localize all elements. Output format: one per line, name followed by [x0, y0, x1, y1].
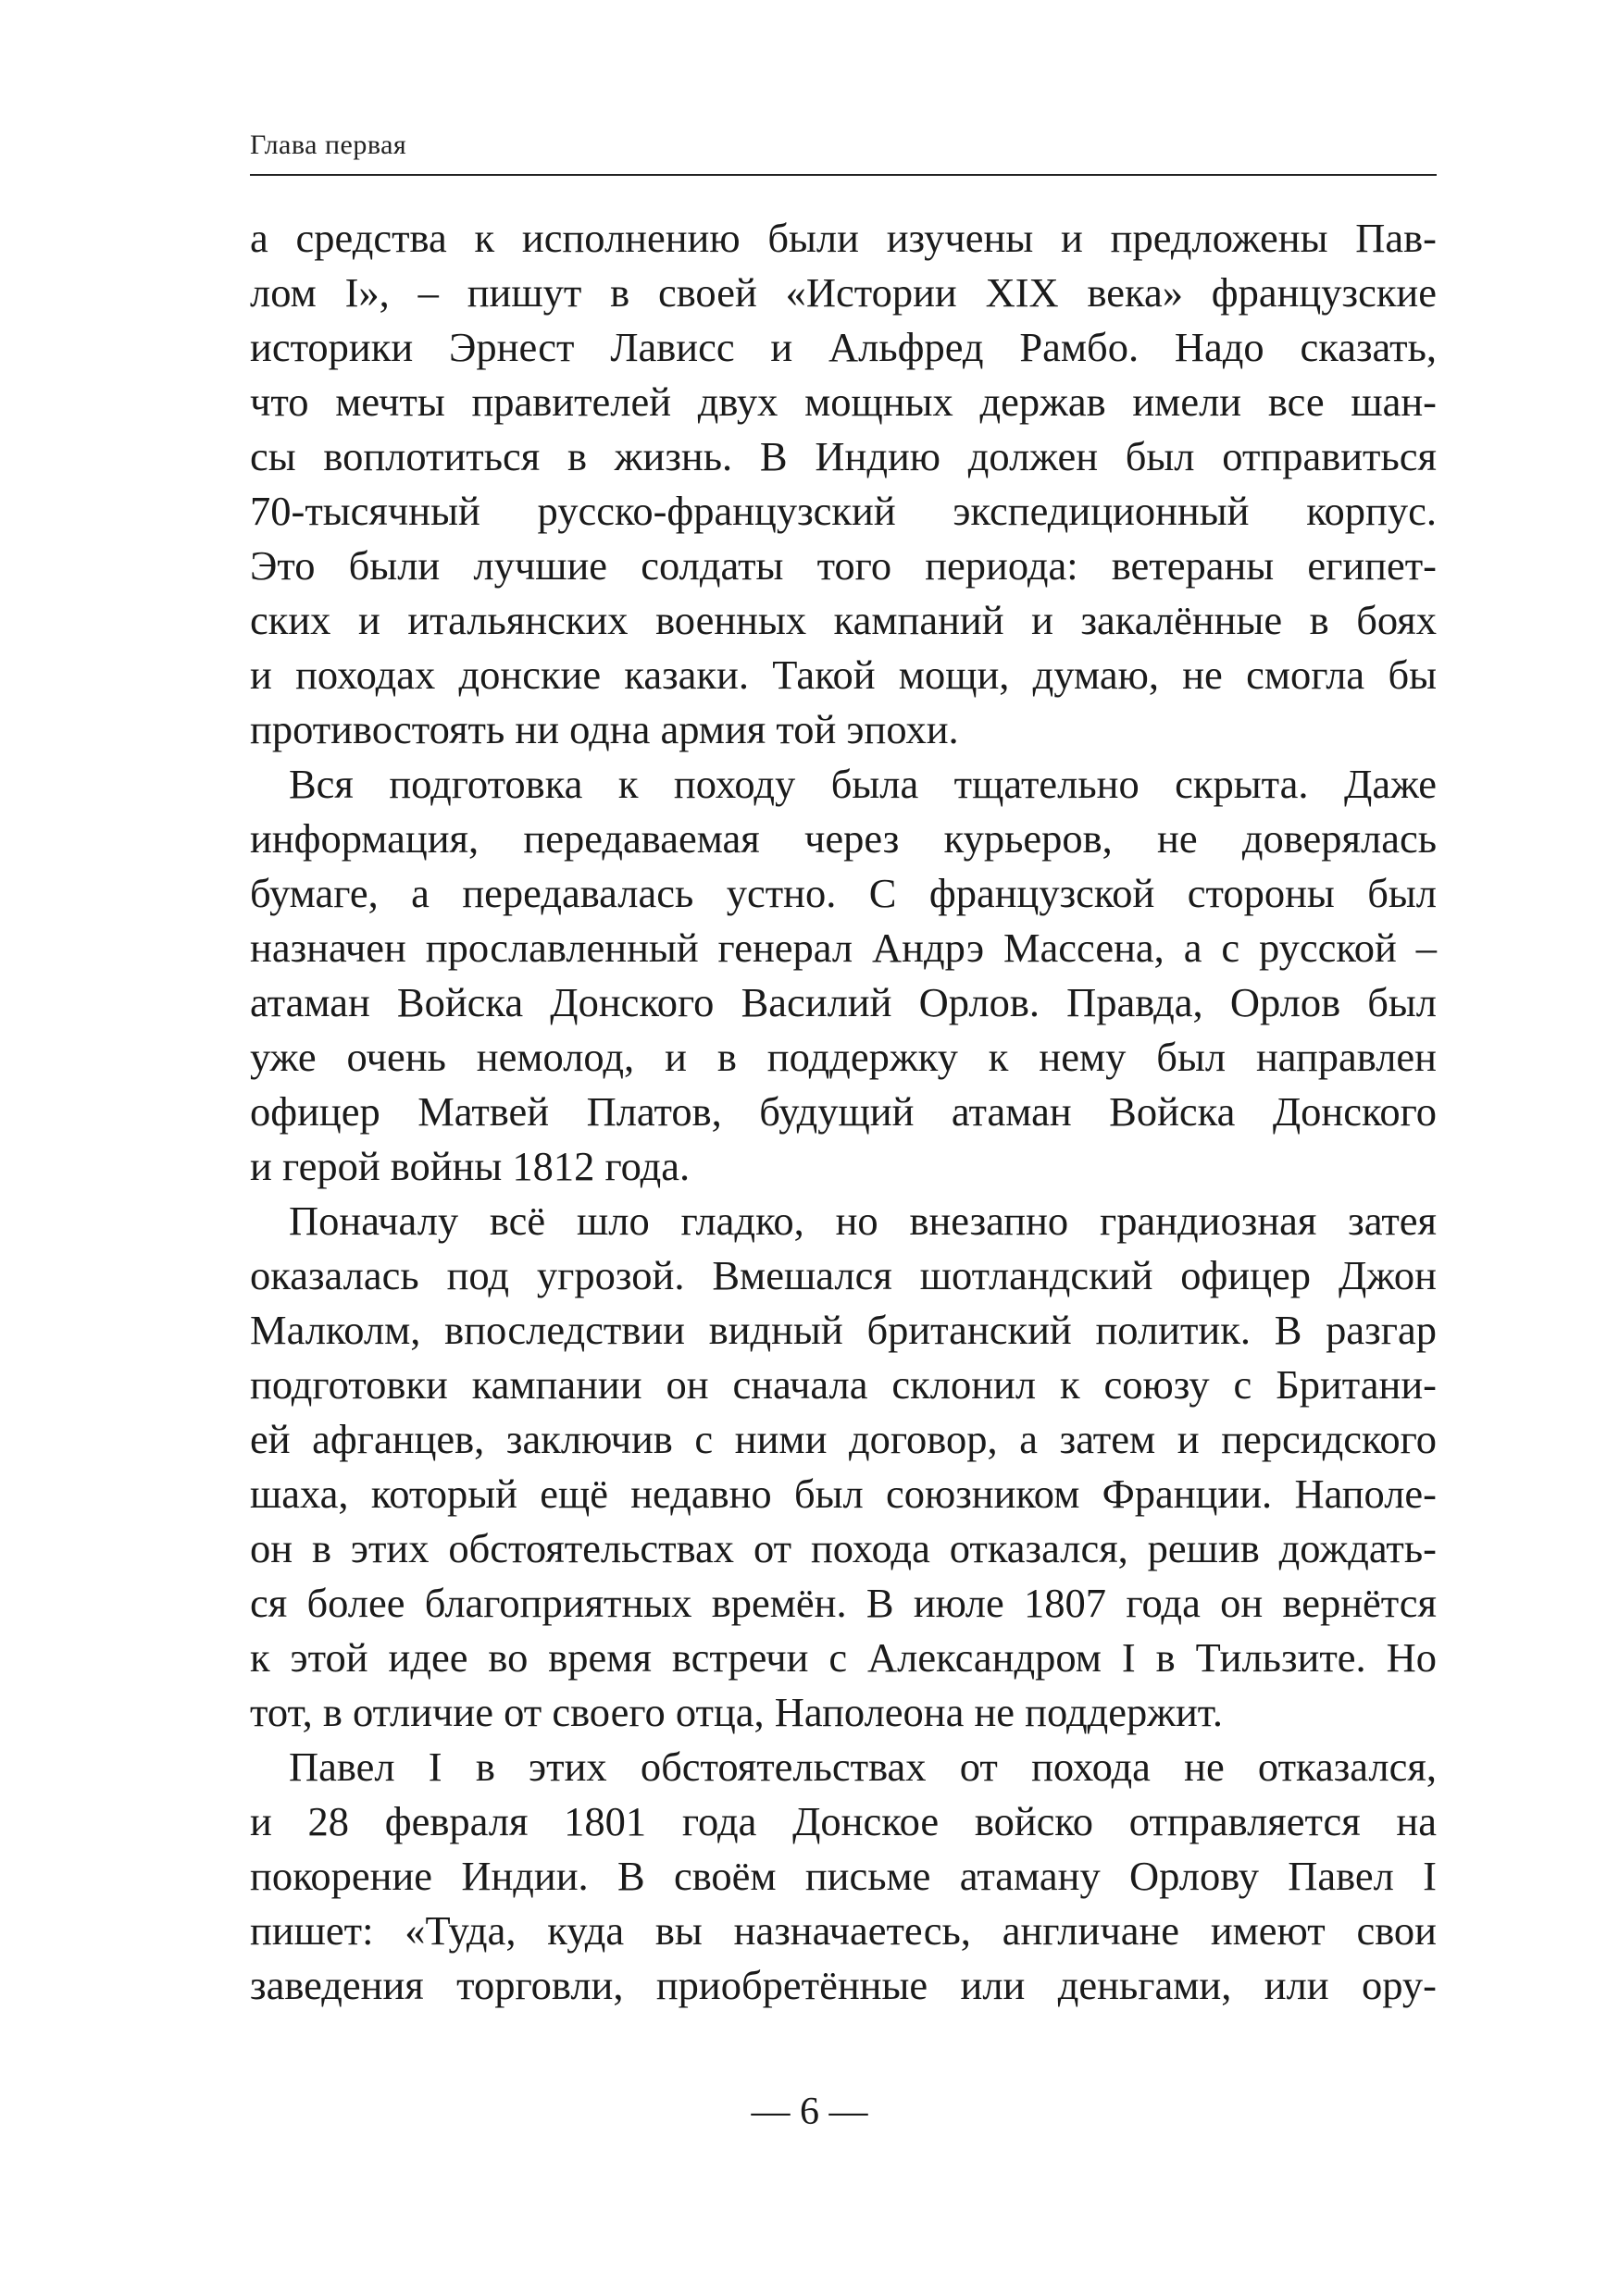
text-line: ских и итальянских военных кампаний и закалённые в боях — [250, 597, 1437, 643]
text-line: Поначалу всё шло гладко, но внезапно грандиозная затея — [289, 1198, 1437, 1244]
text-line: уже очень немолод, и в поддержку к нему был направлен — [250, 1034, 1437, 1080]
body-text — [250, 211, 1437, 2013]
text-line: он в этих обстоятельствах от похода отказался, решив дождать- — [250, 1525, 1437, 1571]
text-line: оказалась под угрозой. Вмешался шотландский офицер Джон — [250, 1252, 1437, 1298]
text-line: тот, в отличие от своего отца, Наполеона не поддержит. — [250, 1689, 1224, 1735]
text-line: Павел I в этих обстоятельствах от похода не отказался, — [289, 1744, 1437, 1790]
text-line: покорение Индии. В своём письме атаману Орлову Павел I — [250, 1853, 1437, 1899]
text-line: шаха, который ещё недавно был союзником Франции. Наполе- — [250, 1471, 1437, 1517]
text-line: и походах донские казаки. Такой мощи, думаю, не смогла бы — [250, 652, 1437, 698]
text-line: ся более благоприятных времён. В июле 1807 года он вернётся — [250, 1580, 1437, 1626]
text-line: пишет: «Туда, куда вы назначаетесь, англичане имеют свои — [250, 1907, 1437, 1954]
text-line: Вся подготовка к походу была тщательно скрыта. Даже — [289, 761, 1437, 807]
header-rule — [250, 174, 1437, 176]
text-line: сы воплотиться в жизнь. В Индию должен был отправиться — [250, 433, 1437, 479]
text-line: офицер Матвей Платов, будущий атаман Войска Донского — [250, 1088, 1437, 1135]
running-head: Глава первая — [250, 130, 407, 160]
text-line: историки Эрнест Лависс и Альфред Рамбо. Надо сказать, — [250, 324, 1437, 370]
text-line: и герой войны 1812 года. — [250, 1143, 691, 1189]
text-line: Это были лучшие солдаты того периода: ветераны египет- — [250, 542, 1437, 589]
text-line: к этой идее во время встречи с Александром I в Тильзите. Но — [250, 1634, 1437, 1681]
text-line: 70-тысячный русско-французский экспедиционный корпус. — [250, 488, 1437, 534]
text-line: и 28 февраля 1801 года Донское войско отправляется на — [250, 1798, 1437, 1844]
text-line: Малколм, впоследствии видный британский политик. В разгар — [250, 1307, 1437, 1353]
text-line: информация, передаваемая через курьеров, не доверялась — [250, 815, 1437, 862]
page-number: — 6 — — [751, 2091, 868, 2133]
text-line: заведения торговли, приобретённые или деньгами, или ору- — [250, 1962, 1437, 2008]
text-line: подготовки кампании он сначала склонил к союзу с Британи- — [250, 1361, 1437, 1408]
text-line: назначен прославленный генерал Андрэ Массена, а с русской – — [250, 925, 1437, 971]
text-line: а средства к исполнению были изучены и предложены Пав- — [250, 215, 1437, 261]
text-line: атаман Войска Донского Василий Орлов. Правда, Орлов был — [250, 979, 1437, 1025]
text-line: бумаге, а передавалась устно. С французской стороны был — [250, 870, 1437, 916]
text-line: что мечты правителей двух мощных держав имели все шан- — [250, 379, 1437, 425]
text-line: противостоять ни одна армия той эпохи. — [250, 706, 959, 752]
text-line: ей афганцев, заключив с ними договор, а затем и персидского — [250, 1416, 1437, 1462]
text-line: лом I», – пишут в своей «Истории XIX века» французские — [250, 269, 1437, 316]
